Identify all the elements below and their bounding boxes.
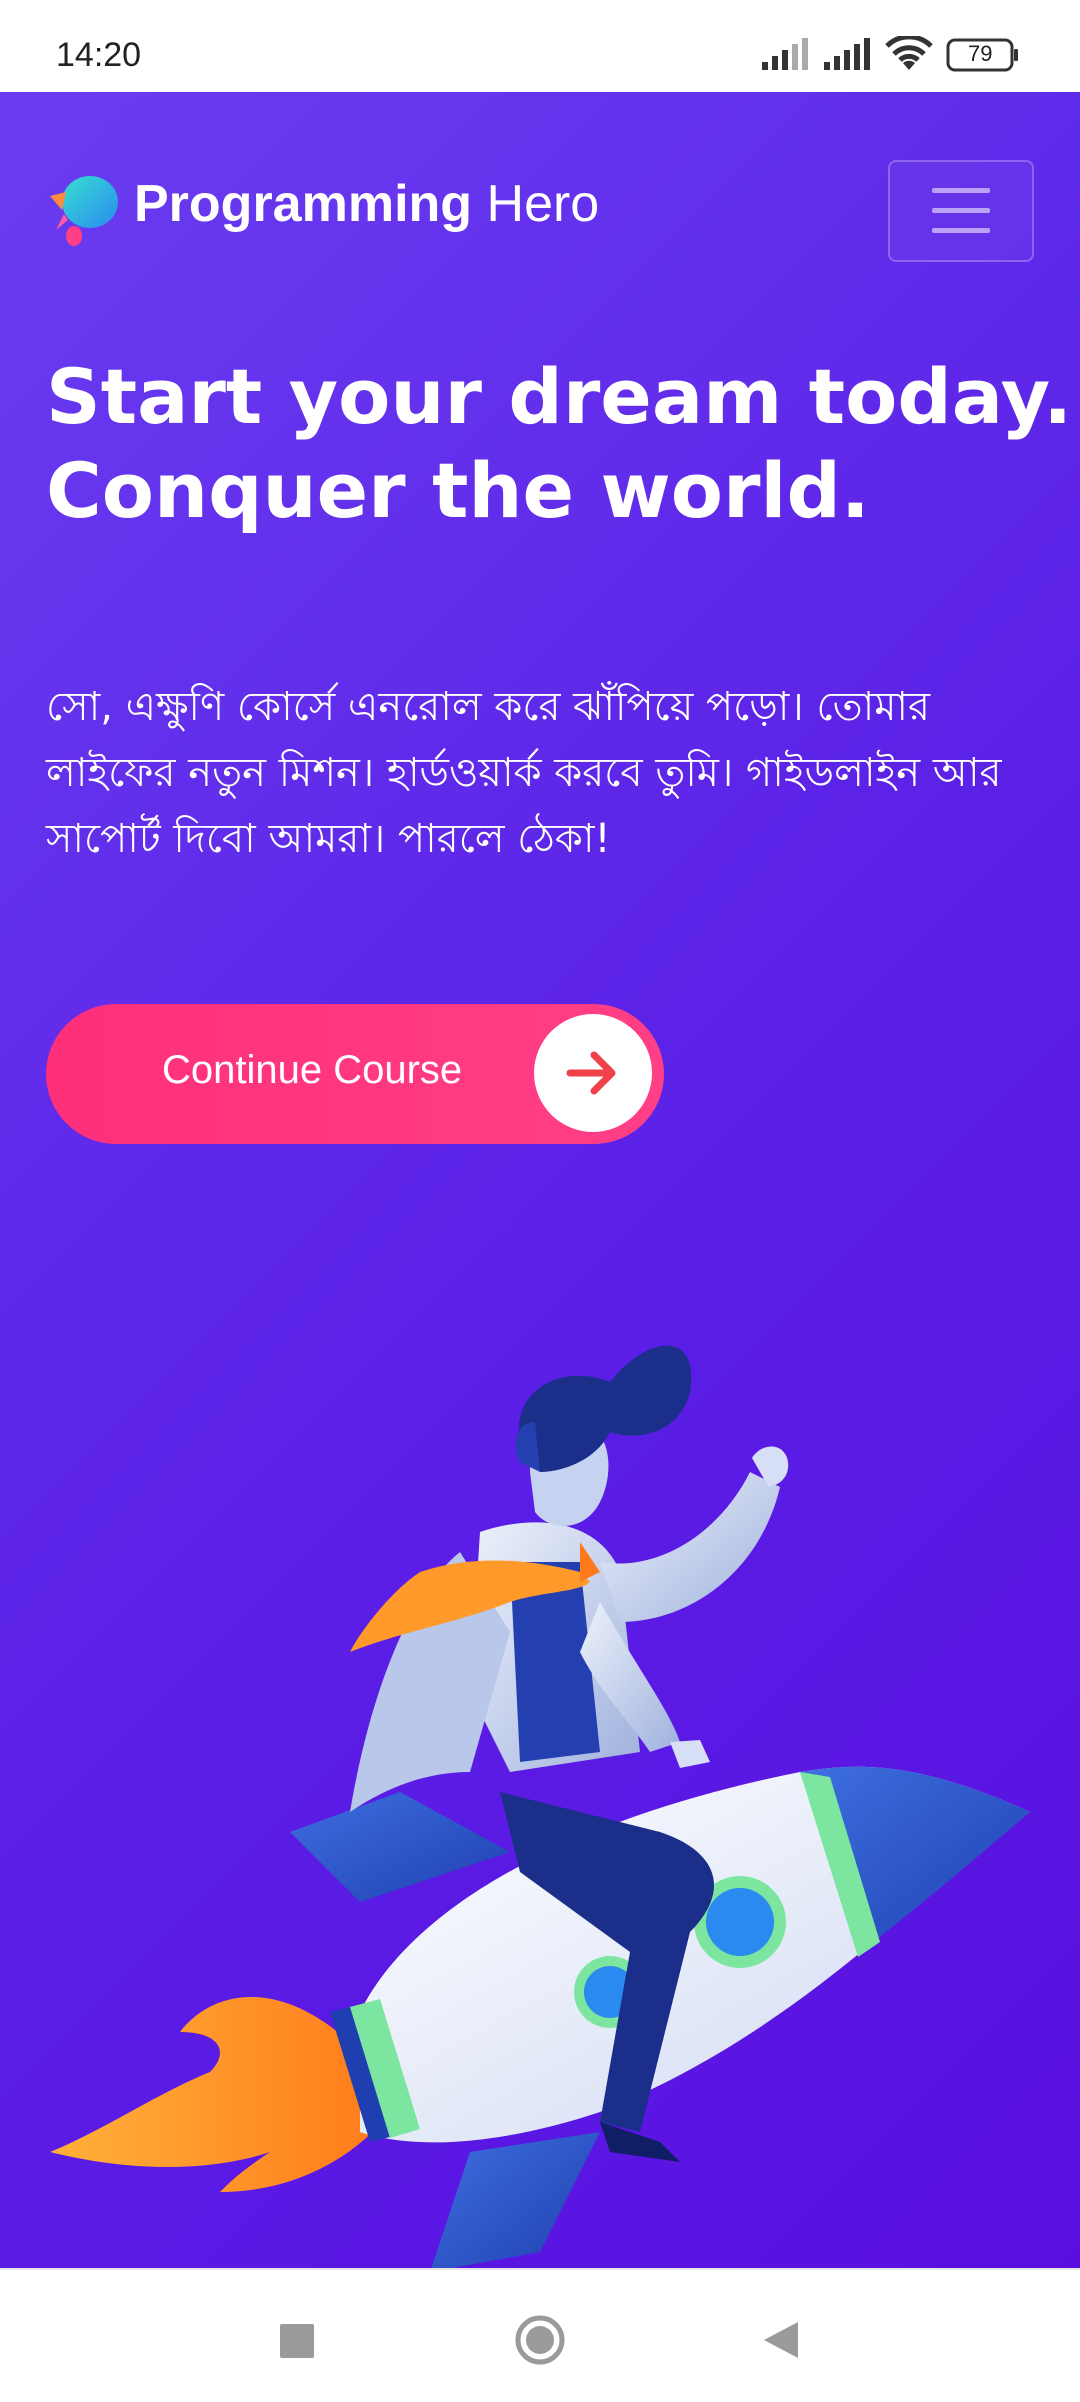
status-icons	[760, 36, 1020, 76]
status-time: 14:20	[56, 36, 142, 74]
hamburger-icon	[932, 188, 990, 193]
hero-section	[0, 92, 1080, 2268]
signal-icon	[822, 36, 872, 72]
rocket-rider-illustration	[40, 1272, 1040, 2268]
recents-square-icon[interactable]	[266, 2310, 326, 2370]
back-triangle-icon[interactable]	[750, 2310, 810, 2370]
headline-line-2: Conquer the world.	[46, 446, 870, 535]
wifi-icon	[884, 36, 934, 74]
system-navigation-bar	[0, 2268, 1080, 2402]
home-circle-icon[interactable]	[510, 2310, 570, 2370]
headline-line-1: Start your dream today.	[46, 352, 1073, 441]
menu-button[interactable]	[888, 160, 1034, 262]
battery-level: 79	[968, 41, 993, 66]
hamburger-icon-line	[932, 228, 990, 233]
continue-course-label: Continue Course	[162, 1048, 463, 1092]
signal-icon	[760, 36, 810, 72]
hero-description: সো, এক্ষুণি কোর্সে এনরোল করে ঝাঁপিয়ে পড়ো। তোমার লাইফের নতুন মিশন। হার্ডওয়ার্ক করবে তুমি। গাইডলাইন আর সাপোর্ট দিবো আমরা। পারলে ঠেকা!	[46, 684, 1002, 862]
rocket-logo-icon	[46, 170, 122, 250]
arrow-right-icon	[564, 1044, 622, 1102]
hamburger-icon-line	[932, 208, 990, 213]
hero-headline	[46, 350, 1073, 538]
brand-name-light: Hero	[486, 175, 600, 233]
continue-course-button[interactable]	[46, 1004, 664, 1144]
brand-name	[134, 174, 599, 234]
status-bar	[0, 0, 1080, 92]
cta-arrow-circle	[534, 1014, 652, 1132]
brand-name-bold: Programming	[134, 175, 473, 233]
